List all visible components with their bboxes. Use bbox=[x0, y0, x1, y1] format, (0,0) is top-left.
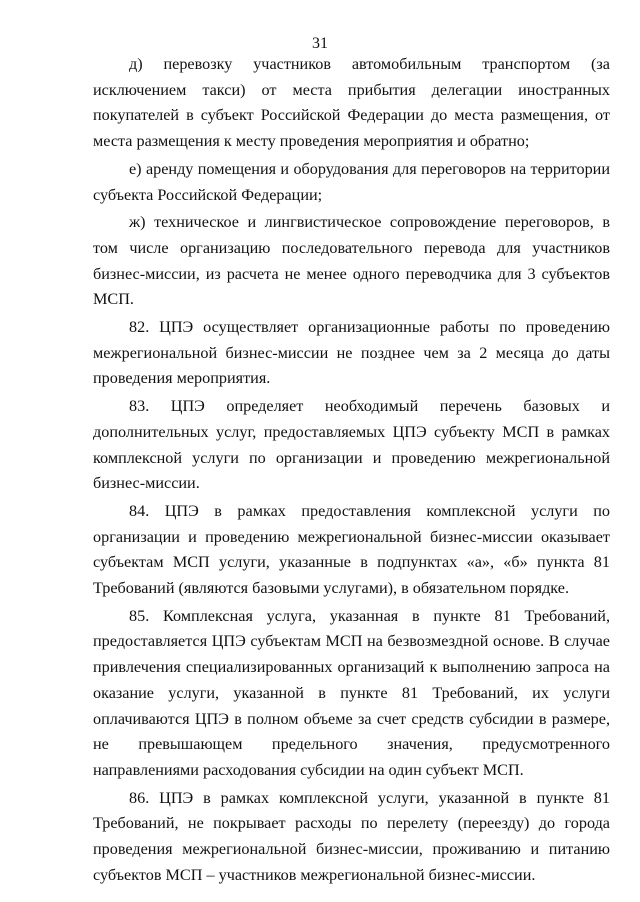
paragraph-subitem-e: е) аренду помещения и оборудования для переговоров на территории субъекта Российской Федерации; bbox=[93, 159, 610, 204]
paragraph-84: 84. ЦПЭ в рамках предоставления комплексной услуги по организации и проведению межрегиональной бизнес-миссии оказывает субъектам МСП услуги, указанные в подпунктах «а», «б» пункта 81 Требований (являются базовыми услугами), в обязательном порядке. bbox=[93, 501, 610, 598]
paragraph-subitem-d: д) перевозку участников автомобильным транспортом (за исключением такси) от места прибытия делегации иностранных покупателей в субъект Российской Федерации до места размещения, от места размещения к месту проведения мероприятия и обратно; bbox=[93, 55, 610, 151]
paragraph-85: 85. Комплексная услуга, указанная в пункте 81 Требований, предоставляется ЦПЭ субъектам МСП на безвозмездной основе. В случае привлечения специализированных организаций к выполнению запроса на оказание услуги, указанной в пункте 81 Требований, их услуги оплачиваются ЦПЭ в полном объеме за счет средств субсидии в размере, не превышающем предельного значения, предусмотренного направлениями расходования субсидии на один субъект МСП. bbox=[93, 606, 610, 779]
document-body bbox=[93, 52, 610, 891]
paragraph-82: 82. ЦПЭ осуществляет организационные работы по проведению межрегиональной бизнес-миссии не позднее чем за 2 месяца до даты проведения мероприятия. bbox=[93, 318, 610, 388]
page-number: 31 bbox=[312, 35, 328, 52]
paragraph-83: 83. ЦПЭ определяет необходимый перечень базовых и дополнительных услуг, предоставляемых ЦПЭ субъекту МСП в рамках комплексной услуги по организации и проведению межрегиональной бизнес-миссии. bbox=[93, 397, 610, 493]
paragraph-subitem-zh: ж) техническое и лингвистическое сопровождение переговоров, в том числе организацию последовательного перевода для участников бизнес-миссии, из расчета не менее одного переводчика для 3 субъектов МСП. bbox=[93, 213, 610, 309]
paragraph-86: 86. ЦПЭ в рамках комплексной услуги, указанной в пункте 81 Требований, не покрывает расходы по перелету (переезду) до города проведения межрегиональной бизнес-миссии, проживанию и питанию субъектов МСП – участников межрегиональной бизнес-миссии. bbox=[93, 788, 610, 884]
